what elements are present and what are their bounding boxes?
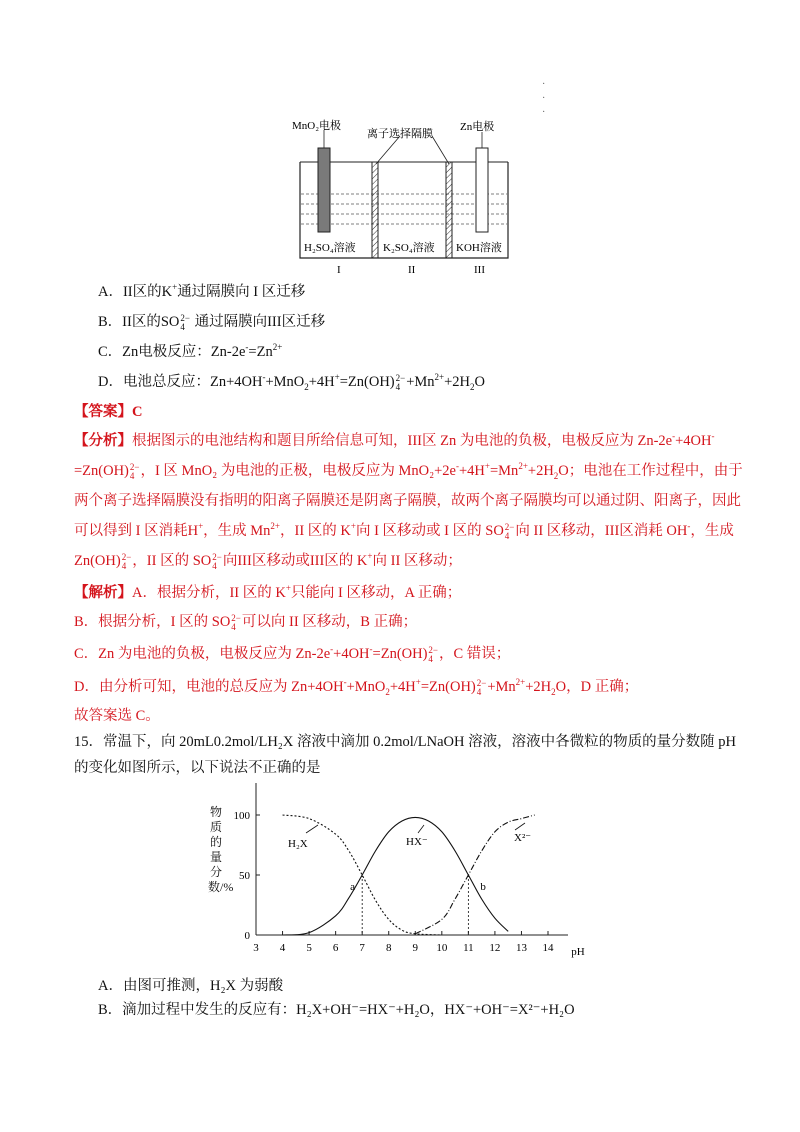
- x-tick-label: 13: [515, 942, 527, 954]
- cell-diagram: [280, 118, 520, 278]
- x-tick-label: 14: [542, 942, 554, 954]
- x-tick-label: 7: [359, 942, 365, 954]
- x-tick-label: 4: [279, 942, 286, 954]
- explain-a: 【解析】A．根据分析，II 区的 K+只能向 I 区移动，A 正确；: [74, 583, 462, 601]
- answer: 【答案】C: [74, 404, 143, 420]
- membrane-right: [446, 162, 452, 258]
- solution-2: K₂SO₄溶液: [383, 242, 435, 254]
- series-line-1: [283, 817, 509, 935]
- fraction-chart: [228, 775, 598, 965]
- mno2-electrode: [318, 148, 330, 232]
- y-tick-label: 0: [244, 930, 250, 942]
- point-label-b: b: [480, 881, 486, 893]
- option-a: A．II区的K+通过隔膜向 I 区迁移: [98, 282, 306, 300]
- solution-3: KOH溶液: [456, 242, 502, 254]
- x-tick-label: 6: [332, 942, 339, 954]
- option-d: D．电池总反应：Zn+4OH-+MnO$_2$+4H+=Zn(OH) 2− 4 $+Mn^{2+}+2H_2O$: [98, 372, 485, 392]
- series-label: H₂X: [288, 838, 308, 850]
- analysis-line-1: 【分析】根据图示的电池结构和题目所给信息可知，III区 Zn 为电池的负极，电极反应为 Zn-2e-+4OH-: [74, 431, 715, 449]
- region-3: III: [474, 264, 485, 276]
- x-tick-label: 11: [463, 942, 474, 954]
- zn-electrode: [476, 148, 488, 232]
- option-c: C．Zn电极反应：$Zn-2e^-=Zn^{2+}$: [98, 342, 283, 360]
- q15-option-b: B．滴加过程中发生的反应有：H₂X+OH⁻=HX⁻+H₂O，HX⁻+OH⁻=X²⁻+H₂O: [98, 1002, 575, 1018]
- series-label-leader: [515, 823, 525, 830]
- ylabel: [208, 805, 234, 895]
- point-label-a: a: [350, 881, 356, 893]
- q15-stem-1: 15．常温下，向 20mL0.2mol/LH₂X 溶液中滴加 0.2mol/LNaOH 溶液，溶液中各微粒的物质的量分数随 pH: [74, 734, 736, 750]
- x-tick-label: 10: [436, 942, 448, 954]
- x-tick-label: 9: [412, 942, 419, 954]
- y-tick-label: 50: [239, 870, 250, 882]
- explain-b: B．根据分析，I 区的 SO 2− 4 可以向 II 区移动，B 正确；: [74, 612, 418, 632]
- x-axis-label: pH: [571, 946, 585, 958]
- label-membrane: 离子选择隔膜: [367, 128, 433, 140]
- region-2: II: [408, 264, 416, 276]
- series-label-leader: [306, 825, 318, 833]
- analysis-line-2: =Zn(OH) 2− 4 ，I 区 MnO₂ 为电池的正极，电极反应为 $MnO_2+2e^-+4H^+=Mn^{2+}+2H_2O$；电池在工作过程中，由于: [74, 461, 743, 481]
- y-tick-label: 100: [233, 810, 250, 822]
- analysis-line-5: Zn(OH) 2− 4 ，II 区的 SO 2− 4 向III区移动或III区的 K+向 II 区移动；: [74, 551, 462, 571]
- solution-1: H₂SO₄溶液: [304, 242, 356, 254]
- option-b: B．II区的SO 2− 4 通过隔膜向III区迁移: [98, 312, 326, 332]
- x-tick-label: 12: [489, 942, 501, 954]
- x-tick-label: 8: [385, 942, 392, 954]
- series-label: HX⁻: [406, 836, 428, 848]
- q15-stem-2: 的变化如图所示，以下说法不正确的是: [74, 760, 321, 776]
- series-label-leader: [418, 825, 424, 833]
- region-1: I: [337, 264, 341, 276]
- series-label: X²⁻: [514, 832, 532, 844]
- label-zn: Zn电极: [460, 121, 495, 133]
- membrane-left: [372, 162, 378, 258]
- explain-final: 故答案选 C。: [74, 708, 160, 724]
- ylabel-text: 物质的量分数/%: [208, 805, 234, 894]
- explain-c: C．Zn 为电池的负极，电极反应为 Zn-2e-+4OH-=Zn(OH) 2− 4 ，C 错误；: [74, 644, 511, 664]
- x-tick-label: 3: [253, 942, 259, 954]
- q15-option-a: A．由图可推测，H₂X 为弱酸: [98, 978, 284, 994]
- analysis-line-3: 两个离子选择隔膜没有指明的阳离子隔膜还是阴离子隔膜，故两个离子隔膜均可以通过阴、阳离子，因此: [74, 493, 741, 509]
- explain-d: D．由分析可知，电池的总反应为 Zn+4OH-+MnO$_2$+4H+=Zn(OH) 2− 4 $+Mn^{2+}+2H_2O$，D 正确；: [74, 677, 639, 697]
- margin-dots: · · ·: [542, 79, 546, 118]
- analysis-line-4: 可以得到 I 区消耗H+，生成 $Mn^{2+}$，II 区的 K+向 I 区移动或 I 区的 SO 2− 4 向 II 区移动，III区消耗 OH-，生成: [74, 521, 734, 541]
- x-tick-label: 5: [306, 942, 312, 954]
- label-mno2: MnO₂电极: [292, 120, 342, 132]
